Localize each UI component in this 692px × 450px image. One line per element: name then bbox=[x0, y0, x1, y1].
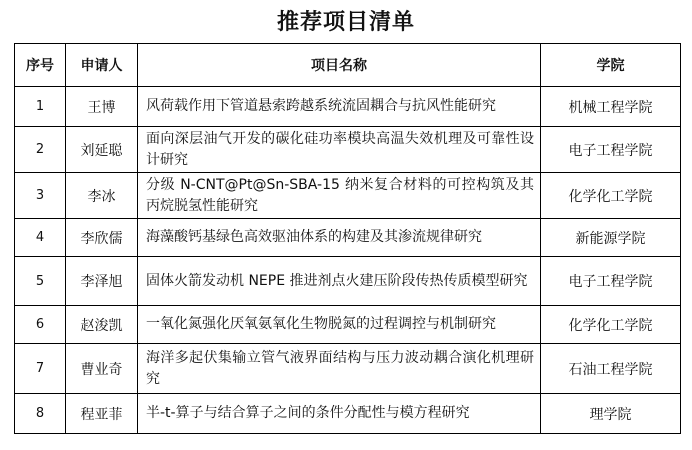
table-row bbox=[15, 173, 681, 219]
row-no: 6 bbox=[15, 306, 66, 344]
row-project-text: 风荷载作用下管道悬索跨越系统流固耦合与抗风性能研究 bbox=[146, 98, 496, 114]
row-project bbox=[138, 394, 541, 434]
row-project-text: 海藻酸钙基绿色高效驱油体系的构建及其渗流规律研究 bbox=[146, 229, 482, 245]
row-project-text: 一氧化氮强化厌氧氨氧化生物脱氮的过程调控与机制研究 bbox=[146, 316, 496, 332]
row-applicant: 李欣儒 bbox=[66, 219, 138, 257]
row-applicant: 刘延聪 bbox=[66, 127, 138, 173]
page-title: 推荐项目清单 bbox=[276, 9, 415, 35]
row-no: 7 bbox=[15, 344, 66, 394]
row-project-text: 面向深层油气开发的碳化硅功率模块高温失效机理及可靠性设计研究 bbox=[146, 130, 534, 168]
row-no: 4 bbox=[15, 219, 66, 257]
row-no: 2 bbox=[15, 127, 66, 173]
table-row bbox=[15, 127, 681, 173]
row-college: 新能源学院 bbox=[541, 219, 681, 257]
row-applicant: 曹业奇 bbox=[66, 344, 138, 394]
row-college: 理学院 bbox=[541, 394, 681, 434]
row-applicant: 李冰 bbox=[66, 173, 138, 219]
row-project-text: 海洋多起伏集输立管气液界面结构与压力波动耦合演化机理研究 bbox=[146, 349, 534, 387]
row-college: 化学化工学院 bbox=[541, 173, 681, 219]
header-applicant: 申请人 bbox=[66, 44, 138, 87]
table-row bbox=[15, 257, 681, 306]
row-applicant: 程亚菲 bbox=[66, 394, 138, 434]
table-row bbox=[15, 344, 681, 394]
row-college: 石油工程学院 bbox=[541, 344, 681, 394]
table-row bbox=[15, 87, 681, 127]
row-project bbox=[138, 219, 541, 257]
row-college: 电子工程学院 bbox=[541, 257, 681, 306]
row-applicant: 赵浚凯 bbox=[66, 306, 138, 344]
row-project-text: 分级 N-CNT@Pt@Sn-SBA-15 纳米复合材料的可控构筑及其丙烷脱氢性能研究 bbox=[146, 176, 534, 214]
row-no: 3 bbox=[15, 173, 66, 219]
header-project: 项目名称 bbox=[138, 44, 541, 87]
table-row bbox=[15, 219, 681, 257]
row-project bbox=[138, 87, 541, 127]
recommended-projects-table bbox=[14, 43, 681, 434]
table-header-row bbox=[15, 44, 681, 87]
row-college: 电子工程学院 bbox=[541, 127, 681, 173]
row-no: 5 bbox=[15, 257, 66, 306]
row-college: 化学化工学院 bbox=[541, 306, 681, 344]
row-college: 机械工程学院 bbox=[541, 87, 681, 127]
row-project bbox=[138, 173, 541, 219]
row-project bbox=[138, 127, 541, 173]
table-row bbox=[15, 394, 681, 434]
row-project-text: 半-t-算子与结合算子之间的条件分配性与模方程研究 bbox=[146, 405, 470, 421]
row-project bbox=[138, 306, 541, 344]
table-row bbox=[15, 306, 681, 344]
row-applicant: 王博 bbox=[66, 87, 138, 127]
row-project bbox=[138, 257, 541, 306]
header-no: 序号 bbox=[15, 44, 66, 87]
row-no: 8 bbox=[15, 394, 66, 434]
row-applicant: 李泽旭 bbox=[66, 257, 138, 306]
row-project bbox=[138, 344, 541, 394]
header-college: 学院 bbox=[541, 44, 681, 87]
row-project-text: 固体火箭发动机 NEPE 推进剂点火建压阶段传热传质模型研究 bbox=[146, 272, 528, 289]
row-no: 1 bbox=[15, 87, 66, 127]
